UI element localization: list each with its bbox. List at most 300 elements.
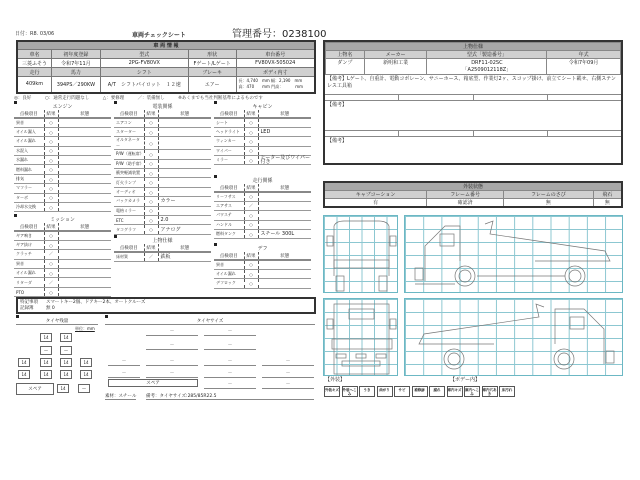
record-book-label: 記録簿 — [20, 306, 34, 311]
check-row — [14, 137, 111, 146]
tire-rear-inner: 14 — [18, 370, 30, 379]
tire-rear-outer: 14 — [40, 358, 52, 367]
check-result: ○ — [244, 156, 258, 165]
upper-spec-title: 上物仕様 — [326, 43, 621, 51]
check-row — [14, 203, 111, 212]
truck-rear-diagram[interactable] — [323, 298, 398, 376]
check-result: ○ — [44, 146, 58, 155]
label-upper-name: 上物名 — [326, 51, 365, 59]
check-item: 灯火ランプ — [114, 178, 144, 187]
check-item: 異音 — [214, 260, 244, 269]
upper-model-value: DRF11-02SC — [471, 60, 503, 66]
dump-truck-side-icon — [405, 216, 624, 294]
check-result: ○ — [144, 197, 158, 206]
label-model: 型式 — [100, 50, 188, 59]
check-condition — [258, 201, 311, 210]
running-group-title: 走行関係 — [252, 178, 273, 184]
check-item: P/W（運転席） — [114, 150, 144, 159]
tire-rear-inner: 14 — [40, 370, 52, 379]
damage-legend-item: サビ — [394, 386, 410, 397]
check-row — [114, 187, 211, 196]
check-condition — [258, 260, 311, 269]
exterior-table — [323, 181, 623, 208]
check-condition — [258, 220, 311, 229]
upper_equip-group-title: 上物仕様 — [152, 238, 173, 244]
check-item: P/W（助手席） — [114, 159, 144, 168]
check-condition: 鉄板 — [158, 252, 211, 261]
tire-rear-inner: 14 — [80, 370, 92, 379]
damage-legend-item: 庫内へこみ — [465, 388, 479, 396]
tire-size-field: — — [262, 381, 314, 389]
col-result: 結果 — [244, 110, 258, 118]
check-condition — [158, 206, 211, 215]
check-condition — [58, 127, 111, 136]
frame-rust: 無 — [504, 199, 594, 208]
frame-no: 確認済 — [427, 199, 504, 208]
maker: 新明和工業 — [364, 59, 427, 75]
label-cab-caution: キャブコーション — [324, 191, 427, 199]
tire-size-field: — — [262, 358, 314, 366]
col-result: 結果 — [44, 223, 58, 231]
check-item: デフロック — [214, 279, 244, 288]
record-book-value: 無 0 — [46, 306, 55, 311]
shift: A/T シフトパイロット １２速 — [100, 77, 188, 93]
label-first-reg: 初年度登録 — [51, 50, 100, 59]
col-condition: 状態 — [258, 110, 311, 118]
check-result: ○ — [244, 127, 258, 136]
check-result: ○ — [44, 259, 58, 268]
legend-repair: △：要修理 — [102, 96, 125, 101]
check-item: ウィンカー — [214, 137, 244, 146]
management-number-value: 0238100 — [282, 29, 327, 40]
check-row — [114, 178, 211, 187]
diff-check-table — [214, 252, 311, 289]
check-item: パワステ — [214, 211, 244, 220]
check-row — [14, 156, 111, 165]
running-check-table — [214, 184, 311, 239]
special-notes-value: スマートキー2個、ドアキー2本、オートクルーズ — [46, 300, 146, 305]
mileage: 409km — [17, 77, 51, 93]
col-item: 点検項目 — [214, 184, 244, 192]
label-brake: ブレーキ — [188, 68, 236, 77]
check-condition: 2.0 — [158, 216, 211, 225]
check-condition — [258, 279, 311, 288]
check-condition — [58, 240, 111, 249]
tire-size-spare-label: スペア — [108, 379, 198, 387]
vehicle-info-table — [16, 40, 316, 94]
check-condition — [158, 187, 211, 196]
check-item: シート — [214, 118, 244, 127]
check-row — [214, 269, 311, 278]
check-item: ハンドル — [214, 220, 244, 229]
body-interior-caption: 【ボデー内】 — [450, 377, 481, 383]
check-item: オイル漏れ — [14, 137, 44, 146]
label-frame-no: フレーム番号 — [427, 191, 504, 199]
check-item: 冷却水交換 — [14, 203, 44, 212]
check-condition — [58, 250, 111, 259]
col-item: 点検項目 — [214, 252, 244, 260]
check-result: ○ — [244, 269, 258, 278]
check-condition: ヒーター及びワイパー付き — [258, 156, 311, 165]
check-row — [14, 118, 111, 127]
check-item: 燃料タンク — [214, 230, 244, 239]
check-item: オイル漏入 — [14, 127, 44, 136]
management-number-label: 管理番号： — [232, 29, 282, 40]
tire-front-right-outer: 14 — [60, 333, 72, 342]
label-maker: メーカー — [364, 51, 427, 59]
check-result: ○ — [144, 127, 158, 136]
spare-tire-label: スペア — [16, 383, 54, 395]
exterior-caption: 【外装】 — [325, 377, 346, 383]
electrical-group-title: 電装関係 — [152, 104, 173, 110]
spare-tire-value-2: — — [78, 384, 90, 393]
check-item: ギア鳴き — [14, 231, 44, 240]
check-row — [14, 250, 111, 259]
label-car-name: 車名 — [17, 50, 51, 59]
check-result: ○ — [144, 225, 158, 234]
check-result: ○ — [244, 192, 258, 201]
electrical-check-table — [114, 110, 211, 235]
check-row — [114, 197, 211, 206]
mission-group-title: ミッション — [50, 217, 75, 223]
check-result: ○ — [144, 137, 158, 150]
damage-legend-item: 補修跡 — [412, 386, 428, 397]
label-frame-rust: フレームのさび — [504, 191, 594, 199]
check-condition — [58, 287, 111, 296]
tire-size-field: — — [204, 358, 256, 366]
col-item: 点検項目 — [14, 110, 44, 118]
check-row — [14, 278, 111, 287]
check-item: エアサス — [214, 201, 244, 210]
check-result: ○ — [244, 279, 258, 288]
col-condition: 状態 — [58, 223, 111, 231]
diff-group-title: デフ — [257, 246, 268, 252]
check-condition — [58, 174, 111, 183]
check-item: エアコン — [114, 118, 144, 127]
col-result: 結果 — [44, 110, 58, 118]
check-row — [114, 206, 211, 215]
check-item: スターター — [114, 127, 144, 136]
tire-rear-inner: 14 — [60, 370, 72, 379]
tire-size-field: — — [108, 358, 140, 366]
check-row — [14, 269, 111, 278]
legend-ok: ○：通常走行問題なし — [44, 96, 90, 101]
damage-legend-item: 腐れ — [429, 386, 445, 397]
label-chassis: 車台番号 — [236, 50, 315, 59]
check-row — [114, 159, 211, 168]
check-result: ○ — [244, 118, 258, 127]
label-power: 馬力 — [51, 68, 100, 77]
check-result: ○ — [44, 118, 58, 127]
truck-rear-icon — [324, 299, 399, 377]
stone-chip: 無 — [593, 199, 622, 208]
check-row — [214, 137, 311, 146]
check-item: 衝突軽減装置 — [114, 169, 144, 178]
check-result: ○ — [244, 211, 258, 220]
check-row — [114, 118, 211, 127]
upper-model — [427, 59, 547, 75]
check-row — [214, 279, 311, 288]
tire-rear-outer: 14 — [60, 358, 72, 367]
check-condition — [58, 165, 111, 174]
check-result: ○ — [144, 206, 158, 215]
check-item: オルタネーター — [114, 137, 144, 150]
check-result: ○ — [144, 118, 158, 127]
check-row — [114, 137, 211, 150]
check-row — [14, 174, 111, 183]
check-item: PTO — [14, 287, 44, 296]
check-item: オーディオ — [114, 187, 144, 196]
check-row — [214, 127, 311, 136]
check-result: ○ — [44, 127, 58, 136]
tire-size-field: — — [204, 381, 256, 389]
cab-caution: 有 — [324, 199, 427, 208]
label-year: 年式 — [547, 51, 621, 59]
check-result: ○ — [44, 269, 58, 278]
col-item: 点検項目 — [114, 244, 144, 252]
truck-right-side-diagram[interactable] — [404, 298, 623, 376]
label-upper-model: 型式「製造番号」 — [427, 51, 547, 59]
check-result: ○ — [44, 165, 58, 174]
check-condition — [258, 192, 311, 201]
sheet-title: 車両チェックシート — [132, 32, 186, 39]
engine-group-title: エンジン — [52, 104, 73, 110]
check-row — [214, 156, 311, 165]
check-condition — [158, 178, 211, 187]
car-name: 三菱ふそう — [17, 59, 51, 68]
upper-remark-3: 【備考】 — [327, 138, 348, 144]
col-item: 点検項目 — [114, 110, 144, 118]
tire-size-field: — — [204, 370, 256, 378]
check-item: クラッチ — [14, 250, 44, 259]
check-row — [114, 252, 211, 261]
check-condition — [58, 193, 111, 202]
damage-legend-item: うき — [359, 386, 375, 397]
brake: エアー — [188, 77, 236, 93]
check-condition — [258, 269, 311, 278]
body-dims-line2: 高：470 mm 門高： mm — [238, 84, 304, 90]
check-item: ギア抜け — [14, 240, 44, 249]
check-condition — [58, 137, 111, 146]
tire-remaining-title: タイヤ残量 — [16, 318, 98, 325]
col-result: 結果 — [144, 110, 158, 118]
upper-year: 令和7年09月 — [547, 59, 621, 75]
tire-front-left-outer: 14 — [40, 333, 52, 342]
check-condition: カラー — [158, 197, 211, 206]
tire-size-field: — — [146, 328, 198, 336]
cabin-group-title: キャビン — [252, 104, 273, 110]
spare-tire-value: 14 — [57, 384, 69, 393]
dump-truck-side-mirrored-icon — [405, 299, 624, 377]
check-item: ETC — [114, 216, 144, 225]
col-item: 点検項目 — [14, 223, 44, 231]
tire-material: 素材：スチール — [105, 394, 137, 399]
check-result: ○ — [44, 203, 58, 212]
tire-size-field: — — [146, 358, 198, 366]
damage-legend-item: 外装へこみ — [342, 388, 357, 396]
col-result: 結果 — [244, 184, 258, 192]
tire-rear-outer: 14 — [80, 358, 92, 367]
truck-front-icon — [324, 216, 399, 294]
upper_equip-check-table — [114, 244, 211, 262]
check-condition: LED — [258, 127, 311, 136]
damage-legend-item: 庫内キズ — [447, 386, 463, 397]
check-condition — [158, 137, 211, 150]
check-condition — [158, 159, 211, 168]
label-mileage: 走行 — [17, 68, 51, 77]
check-result: ○ — [44, 287, 58, 296]
model: 2PG-FV80VX — [100, 59, 188, 68]
check-condition: アナログ — [158, 225, 211, 234]
check-item: タコグラフ — [114, 225, 144, 234]
check-item: 異音 — [14, 118, 44, 127]
engine-check-table — [14, 110, 111, 212]
upper-remark-2: 【備考】 — [325, 101, 621, 131]
check-item: オイル漏れ — [14, 269, 44, 278]
check-condition — [158, 169, 211, 178]
check-result: ○ — [144, 187, 158, 196]
check-result: ○ — [244, 146, 258, 155]
check-item: ミラー — [214, 156, 244, 165]
col-result: 結果 — [244, 252, 258, 260]
upper-spec-panel — [323, 40, 623, 165]
check-result: ○ — [244, 260, 258, 269]
check-row — [114, 169, 211, 178]
tire-remark: 備考：タイヤサイズ:285/85R22.5 — [146, 393, 314, 400]
check-row — [214, 118, 311, 127]
check-condition — [258, 211, 311, 220]
check-row — [14, 231, 111, 240]
chassis-no: FV80VX-505024 — [236, 59, 315, 68]
check-result: ○ — [244, 230, 258, 239]
tire-size-field: — — [146, 342, 198, 350]
check-row — [114, 225, 211, 234]
tire-unit: 単位：mm — [75, 326, 95, 331]
check-item: ヘッドライト — [214, 127, 244, 136]
check-row — [214, 220, 311, 229]
check-item: 異音 — [14, 259, 44, 268]
check-result: ○ — [244, 137, 258, 146]
check-result: ／ — [144, 252, 158, 261]
check-row — [214, 201, 311, 210]
label-stone-chip: 飛石 — [593, 191, 622, 199]
tire-size-field: — — [262, 370, 314, 378]
col-item: 点検項目 — [214, 110, 244, 118]
label-body-dims: ボディ内寸 — [236, 68, 315, 77]
col-condition: 状態 — [158, 110, 211, 118]
tire-front-left-inner: — — [40, 346, 52, 355]
check-row — [114, 127, 211, 136]
check-item: 電格ミラー — [114, 206, 144, 215]
col-condition: 状態 — [58, 110, 111, 118]
check-condition — [58, 278, 111, 287]
check-result: ○ — [144, 169, 158, 178]
check-row — [14, 165, 111, 174]
check-condition — [58, 118, 111, 127]
tire-size-field: — — [108, 370, 140, 378]
check-result: ○ — [44, 184, 58, 193]
date-label: 日付：R8. 03/06 — [15, 31, 55, 37]
check-row — [214, 211, 311, 220]
check-row — [214, 192, 311, 201]
notes-box — [16, 297, 316, 314]
damage-legend-item: 曲がり — [377, 386, 393, 397]
check-item: マフラー — [14, 184, 44, 193]
check-condition — [58, 269, 111, 278]
check-condition — [158, 118, 211, 127]
col-condition: 状態 — [258, 252, 311, 260]
check-row — [214, 260, 311, 269]
damage-legend-item: 外装キズ — [324, 386, 340, 397]
col-condition: 状態 — [158, 244, 211, 252]
result-legend — [14, 95, 275, 101]
check-item: ワイパー — [214, 146, 244, 155]
check-result: ○ — [44, 174, 58, 183]
tire-size-field: — — [204, 342, 256, 350]
check-row — [14, 259, 111, 268]
check-condition — [58, 184, 111, 193]
check-row — [114, 216, 211, 225]
check-item: オイル漏れ — [214, 269, 244, 278]
truck-front-diagram[interactable] — [323, 215, 398, 293]
check-row — [14, 240, 111, 249]
check-item: 水混入 — [14, 146, 44, 155]
check-condition — [258, 137, 311, 146]
check-item: リターダ — [14, 278, 44, 287]
damage-legend-item: 床汚れ — [499, 386, 515, 397]
check-row — [14, 184, 111, 193]
tire-size-field: — — [146, 370, 198, 378]
check-row — [114, 150, 211, 159]
tire-rear-outer: 14 — [18, 358, 30, 367]
legend-note: ※あくまでも当社判断基準によるものです — [178, 96, 263, 101]
special-notes-label: 特記事項 — [20, 300, 38, 305]
legend-good: ◎：良好 — [14, 96, 32, 101]
damage-legend-item: 庫内穴あき — [482, 388, 497, 396]
check-item: 水漏れ — [14, 156, 44, 165]
check-result: ○ — [144, 159, 158, 168]
check-item: ターボ — [14, 193, 44, 202]
check-result: ○ — [144, 150, 158, 159]
exterior-title: 外装状態 — [324, 182, 622, 191]
upper-serial: 「A2509012118Z」 — [462, 67, 512, 73]
check-condition: スチール 300L — [258, 230, 311, 239]
check-result: ○ — [44, 231, 58, 240]
check-result: ／ — [44, 278, 58, 287]
body-dims — [236, 77, 315, 93]
management-number — [232, 25, 327, 40]
check-item: 燃料漏れ — [14, 165, 44, 174]
truck-left-side-diagram[interactable] — [404, 215, 623, 293]
tire-size-field: — — [204, 328, 256, 336]
upper-name: ダンプ — [326, 59, 365, 75]
check-result: ○ — [144, 216, 158, 225]
shape: Fゲート/Lゲート — [188, 59, 236, 68]
check-result: ○ — [44, 137, 58, 146]
first-reg: 令和7年11月 — [51, 59, 100, 68]
check-condition — [58, 259, 111, 268]
check-row — [214, 230, 311, 239]
mission-check-table — [14, 223, 111, 297]
tire-front-right-inner: — — [60, 346, 72, 355]
check-row — [14, 127, 111, 136]
check-result: ○ — [244, 220, 258, 229]
check-result: ○ — [44, 240, 58, 249]
check-condition — [158, 127, 211, 136]
check-result: ○ — [44, 156, 58, 165]
power: 394PS／290KW — [51, 77, 100, 93]
check-condition — [258, 118, 311, 127]
